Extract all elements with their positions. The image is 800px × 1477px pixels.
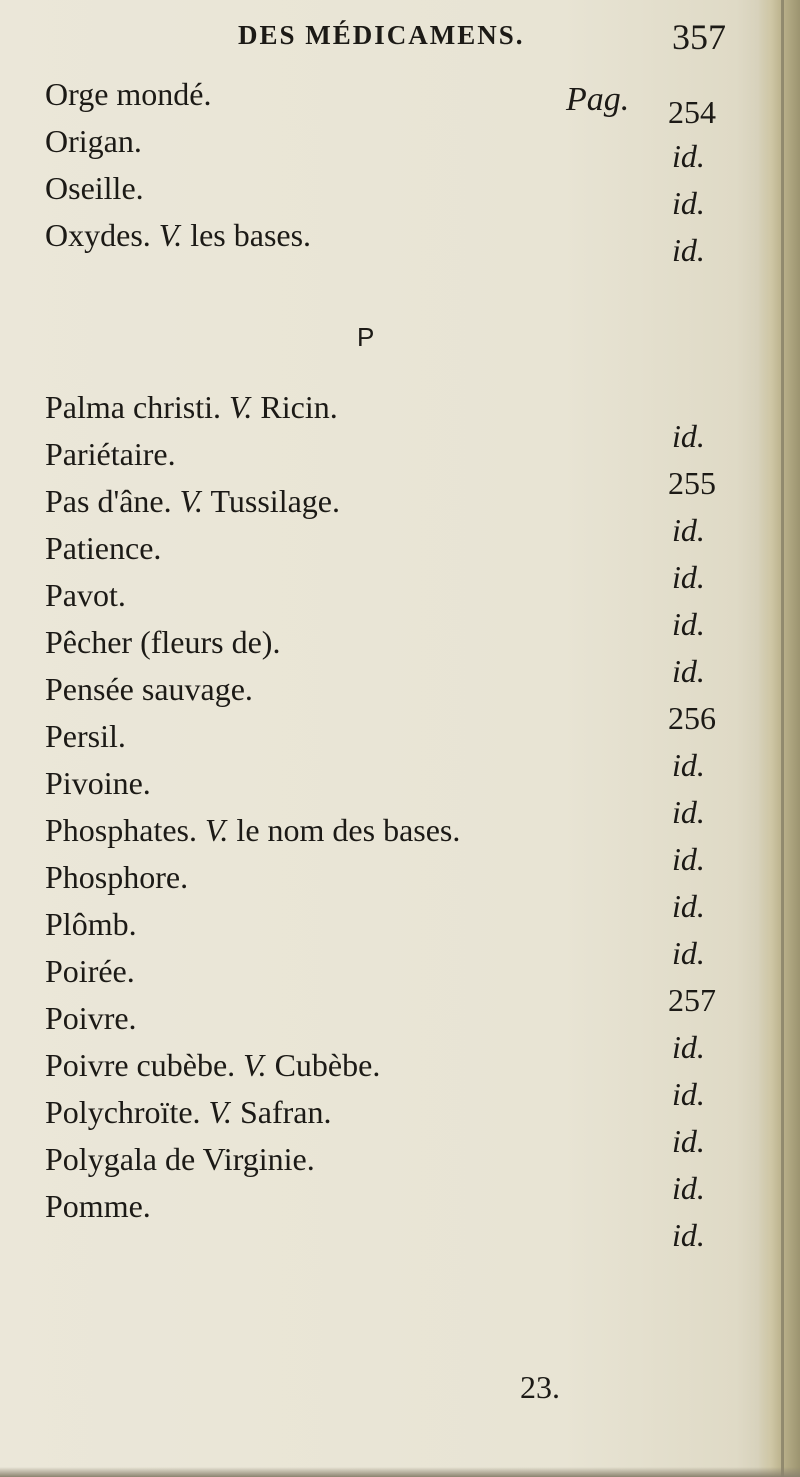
entry-page: 256 bbox=[668, 700, 716, 736]
entry-name: Palma christi. bbox=[45, 389, 221, 425]
section-letter: P bbox=[357, 322, 375, 352]
entry-name: Oxydes. bbox=[45, 217, 151, 253]
index-entry bbox=[45, 626, 280, 658]
pag-label: Pag. bbox=[566, 81, 630, 118]
entry-page: id. bbox=[672, 559, 705, 595]
entry-target: le nom des bases. bbox=[236, 812, 461, 848]
index-entry bbox=[45, 1096, 331, 1128]
entry-name: Pavot. bbox=[45, 577, 126, 613]
entry-page: 254 bbox=[668, 94, 716, 130]
page-number: 357 bbox=[672, 17, 726, 57]
index-entry bbox=[45, 720, 126, 752]
entry-page: id. bbox=[672, 888, 705, 924]
see-reference: V. bbox=[243, 1047, 267, 1083]
entry-name: Pivoine. bbox=[45, 765, 151, 801]
see-reference: V. bbox=[205, 812, 229, 848]
page-edge-line bbox=[781, 0, 784, 1477]
entry-name: Oseille. bbox=[45, 170, 144, 206]
entry-page: id. bbox=[672, 747, 705, 783]
entry-page: id. bbox=[672, 418, 705, 454]
entry-name: Plômb. bbox=[45, 906, 137, 942]
entry-name: Polychroïte. bbox=[45, 1094, 201, 1130]
entry-page: id. bbox=[672, 512, 705, 548]
entry-target: Cubèbe. bbox=[274, 1047, 381, 1083]
index-entry bbox=[45, 673, 253, 705]
entry-target: Tussilage. bbox=[210, 483, 340, 519]
entry-name: Pêcher (fleurs de). bbox=[45, 624, 281, 660]
entry-page: 255 bbox=[668, 465, 716, 501]
entry-name: Phosphore. bbox=[45, 859, 189, 895]
entry-page: id. bbox=[672, 1029, 705, 1065]
entry-page: id. bbox=[672, 138, 705, 174]
see-reference: V. bbox=[179, 483, 204, 519]
index-entry bbox=[45, 78, 211, 110]
index-entry bbox=[45, 485, 340, 517]
see-reference: V. bbox=[228, 389, 253, 425]
entry-page: id. bbox=[672, 232, 705, 268]
index-entry bbox=[45, 579, 126, 611]
entry-page: id. bbox=[672, 606, 705, 642]
index-entry bbox=[45, 1143, 315, 1175]
index-entry bbox=[45, 438, 176, 470]
entry-target: Ricin. bbox=[260, 389, 338, 425]
index-entry bbox=[45, 1190, 151, 1222]
entry-name: Poivre. bbox=[45, 1000, 137, 1036]
signature-mark: 23. bbox=[520, 1369, 560, 1405]
entry-page: id. bbox=[672, 841, 705, 877]
entry-name: Pas d'âne. bbox=[45, 483, 172, 519]
index-entry bbox=[45, 767, 151, 799]
entry-page: id. bbox=[672, 653, 705, 689]
entry-page: id. bbox=[672, 935, 705, 971]
entry-name: Polygala de Virginie. bbox=[45, 1141, 315, 1177]
see-reference: V. bbox=[158, 217, 183, 253]
index-entry bbox=[45, 172, 144, 204]
index-entry bbox=[45, 861, 188, 893]
entry-page: id. bbox=[672, 1170, 705, 1206]
entry-name: Orge mondé. bbox=[45, 76, 212, 112]
entry-name: Pariétaire. bbox=[45, 436, 176, 472]
index-entry bbox=[45, 219, 311, 251]
page-bottom-shadow bbox=[0, 1467, 800, 1477]
entry-target: les bases. bbox=[190, 217, 312, 253]
entry-name: Poivre cubèbe. bbox=[45, 1047, 236, 1083]
entry-target: Safran. bbox=[239, 1094, 332, 1130]
index-entry bbox=[45, 1002, 137, 1034]
entry-page: id. bbox=[672, 1123, 705, 1159]
entry-page: id. bbox=[672, 1076, 705, 1112]
see-reference: V. bbox=[208, 1094, 232, 1130]
entry-name: Pensée sauvage. bbox=[45, 671, 253, 707]
entry-name: Patience. bbox=[45, 530, 162, 566]
entry-page: id. bbox=[672, 1217, 705, 1253]
entry-name: Origan. bbox=[45, 123, 142, 159]
entry-page: 257 bbox=[668, 982, 716, 1018]
entry-name: Phosphates. bbox=[45, 812, 197, 848]
entry-page: id. bbox=[672, 794, 705, 830]
page-edge-shadow bbox=[758, 0, 800, 1477]
index-entry bbox=[45, 955, 135, 987]
entry-name: Pomme. bbox=[45, 1188, 151, 1224]
index-entry bbox=[45, 814, 460, 846]
index-entry bbox=[45, 908, 137, 940]
entry-page: id. bbox=[672, 185, 705, 221]
index-entry bbox=[45, 1049, 380, 1081]
index-entry bbox=[45, 125, 142, 157]
index-entry bbox=[45, 532, 161, 564]
index-entry bbox=[45, 391, 338, 423]
entry-name: Persil. bbox=[45, 718, 126, 754]
running-head: DES MÉDICAMENS. bbox=[238, 20, 525, 50]
entry-name: Poirée. bbox=[45, 953, 135, 989]
